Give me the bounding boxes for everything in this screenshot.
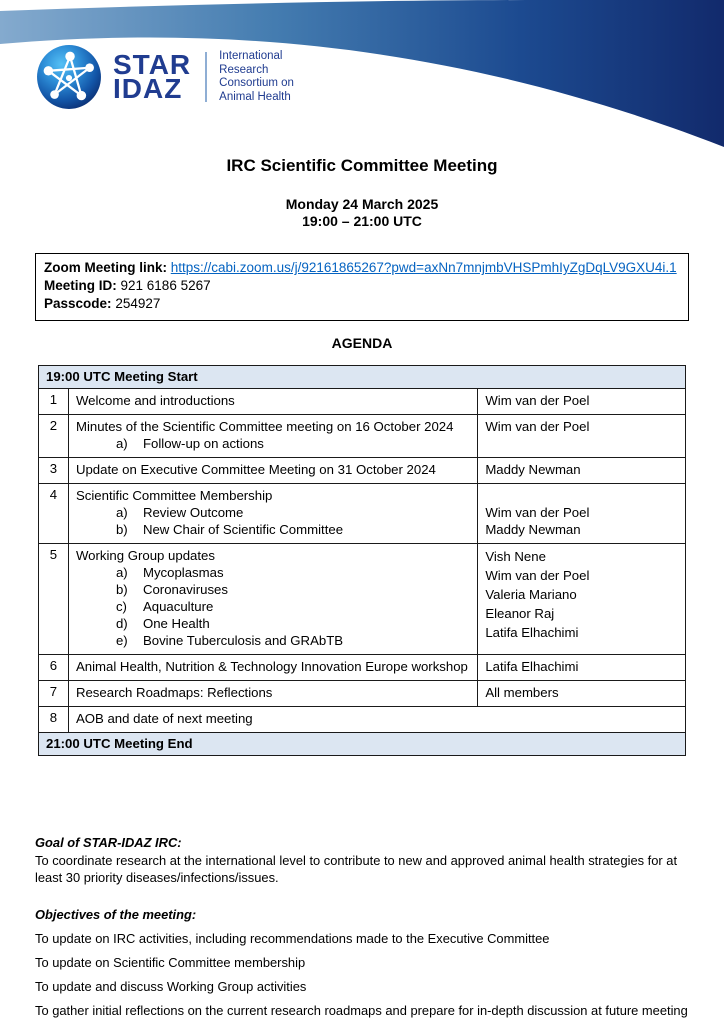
agenda-sub-item-text: Mycoplasmas (142, 565, 224, 580)
agenda-row (39, 415, 686, 458)
agenda-sub-item-letter: d) (115, 616, 128, 631)
agenda-sub-item-text: Review Outcome (142, 505, 244, 520)
presenter-name: All members (485, 685, 559, 700)
agenda-row (39, 484, 686, 544)
agenda-sub-item (76, 615, 470, 632)
agenda-item-title: Minutes of the Scientific Committee meeting on 16 October 2024 (75, 419, 454, 434)
agenda-item-title: Research Roadmaps: Reflections (75, 685, 273, 700)
presenter-name: Vish Nene (485, 549, 546, 564)
objective-item: To update and discuss Working Group activities (35, 979, 307, 994)
meeting-id-label: Meeting ID: (44, 278, 117, 293)
logo-tagline-line: Animal Health (219, 90, 291, 103)
presenter-name: Eleanor Raj (485, 606, 555, 621)
logo-tagline (219, 50, 294, 104)
agenda-row-number: 3 (39, 458, 69, 484)
logo-tagline-line: Consortium on (219, 77, 294, 89)
agenda-row-presenter (478, 389, 686, 415)
agenda-sub-item-letter: a) (115, 436, 128, 451)
agenda-row-presenter (478, 415, 686, 458)
presenter-name: Latifa Elhachimi (485, 659, 579, 674)
passcode-label: Passcode: (44, 296, 112, 311)
goal-heading: Goal of STAR-IDAZ IRC: (35, 835, 182, 850)
agenda-sub-item-text: Bovine Tuberculosis and GRAbTB (142, 633, 344, 648)
agenda-row-number: 4 (39, 484, 69, 544)
logo-tagline-line: International (219, 50, 283, 62)
agenda-row-item (68, 458, 477, 484)
agenda-row-item (68, 389, 477, 415)
agenda-sub-item (76, 632, 470, 649)
agenda-row-number: 5 (39, 544, 69, 655)
agenda-start-row (39, 366, 686, 389)
presenter-name: Wim van der Poel (485, 419, 590, 434)
meeting-end-banner: 21:00 UTC Meeting End (39, 733, 686, 756)
agenda-item-title: Working Group updates (75, 548, 215, 563)
agenda-sub-item (76, 564, 470, 581)
agenda-sub-item-letter: c) (115, 599, 127, 614)
agenda-row (39, 458, 686, 484)
agenda-row-presenter (478, 458, 686, 484)
agenda-row-item (68, 681, 477, 707)
presenter-name: Wim van der Poel (485, 393, 590, 408)
objective-item: To gather initial reflections on the current research roadmaps and prepare for in-depth discussion at future meeting (35, 1003, 688, 1018)
logo-divider (205, 52, 207, 102)
zoom-link-label: Zoom Meeting link: (44, 260, 167, 275)
agenda-item-title: Scientific Committee Membership (75, 488, 273, 503)
agenda-sub-item-text: One Health (142, 616, 210, 631)
agenda-table-body (39, 389, 686, 733)
agenda-item-title: AOB and date of next meeting (75, 711, 253, 726)
agenda-row (39, 655, 686, 681)
agenda-row (39, 707, 686, 733)
objectives-list (35, 930, 689, 1019)
presenter-name: Maddy Newman (485, 522, 581, 537)
header-banner (0, 0, 724, 150)
passcode-value: 254927 (115, 296, 161, 311)
agenda-sub-item-letter: a) (115, 505, 128, 520)
zoom-link-line (44, 259, 680, 277)
star-idaz-sphere-icon (36, 44, 102, 110)
presenter-name: Wim van der Poel (485, 505, 590, 520)
agenda-item-title: Animal Health, Nutrition & Technology Innovation Europe workshop (75, 659, 468, 674)
agenda-end-row (39, 733, 686, 756)
agenda-row (39, 544, 686, 655)
agenda-row-number: 2 (39, 415, 69, 458)
objective-item: To update on Scientific Committee membership (35, 955, 306, 970)
agenda-row-number: 1 (39, 389, 69, 415)
agenda-row-number: 7 (39, 681, 69, 707)
zoom-meeting-link[interactable]: https://cabi.zoom.us/j/92161865267?pwd=axNn7mnjmbVHSPmhIyZgDqLV9GXU4i.1 (170, 260, 677, 275)
logo-wordmark-line2: IDAZ (113, 73, 183, 104)
logo-tagline-line: Research (219, 63, 269, 76)
agenda-row-item (68, 415, 477, 458)
meeting-id-value: 921 6186 5267 (120, 278, 211, 293)
agenda-sub-item-text: New Chair of Scientific Committee (142, 522, 344, 537)
agenda-sub-item (76, 598, 470, 615)
agenda-sub-item-text: Follow-up on actions (142, 436, 264, 451)
agenda-sub-item-letter: e) (115, 633, 128, 648)
star-idaz-logo (36, 44, 294, 110)
meeting-id-line (44, 277, 680, 295)
agenda-row-item (68, 707, 685, 733)
agenda-sub-item-letter: a) (115, 565, 128, 580)
agenda-row-item (68, 484, 477, 544)
agenda-row-number: 6 (39, 655, 69, 681)
agenda-row (39, 389, 686, 415)
agenda-row-presenter (478, 681, 686, 707)
agenda-sub-item-letter: b) (115, 582, 128, 597)
agenda-sub-item-letter: b) (115, 522, 128, 537)
agenda-row-presenter (478, 484, 686, 544)
title-block (0, 156, 724, 230)
meeting-start-banner: 19:00 UTC Meeting Start (39, 366, 686, 389)
presenter-name (485, 487, 678, 504)
agenda-row-presenter (478, 544, 686, 655)
agenda-heading: AGENDA (331, 335, 393, 351)
logo-wordmark-line1: STAR (113, 49, 192, 80)
document-body (0, 253, 724, 1019)
meeting-time: 19:00 – 21:00 UTC (302, 213, 422, 229)
objectives-heading: Objectives of the meeting: (35, 907, 197, 922)
agenda-sub-item (76, 581, 470, 598)
logo-wordmark (113, 49, 192, 104)
agenda-sub-item (76, 435, 470, 452)
agenda-row (39, 681, 686, 707)
agenda-row-item (68, 655, 477, 681)
agenda-row-presenter (478, 655, 686, 681)
agenda-sub-item (76, 521, 470, 538)
objective-item: To update on IRC activities, including recommendations made to the Executive Committee (35, 931, 550, 946)
zoom-meeting-info-box (35, 253, 689, 321)
meeting-date: Monday 24 March 2025 (285, 196, 439, 212)
goal-objectives-section (35, 834, 689, 1019)
passcode-line (44, 295, 680, 313)
goal-text: To coordinate research at the international level to contribute to new and approved animal health strategies for at least 30 priority diseases/infections/issues. (35, 853, 678, 885)
presenter-name: Wim van der Poel (485, 568, 590, 583)
agenda-item-title: Update on Executive Committee Meeting on 31 October 2024 (75, 462, 436, 477)
agenda-table (38, 365, 686, 756)
agenda-row-item (68, 544, 477, 655)
presenter-name: Valeria Mariano (485, 587, 577, 602)
presenter-name: Latifa Elhachimi (485, 625, 579, 640)
agenda-row-number: 8 (39, 707, 69, 733)
page-title: IRC Scientific Committee Meeting (226, 156, 498, 175)
agenda-sub-item (76, 504, 470, 521)
agenda-item-title: Welcome and introductions (75, 393, 235, 408)
presenter-name: Maddy Newman (485, 462, 581, 477)
agenda-sub-item-text: Coronaviruses (142, 582, 228, 597)
meeting-datetime (0, 196, 724, 230)
agenda-sub-item-text: Aquaculture (142, 599, 214, 614)
